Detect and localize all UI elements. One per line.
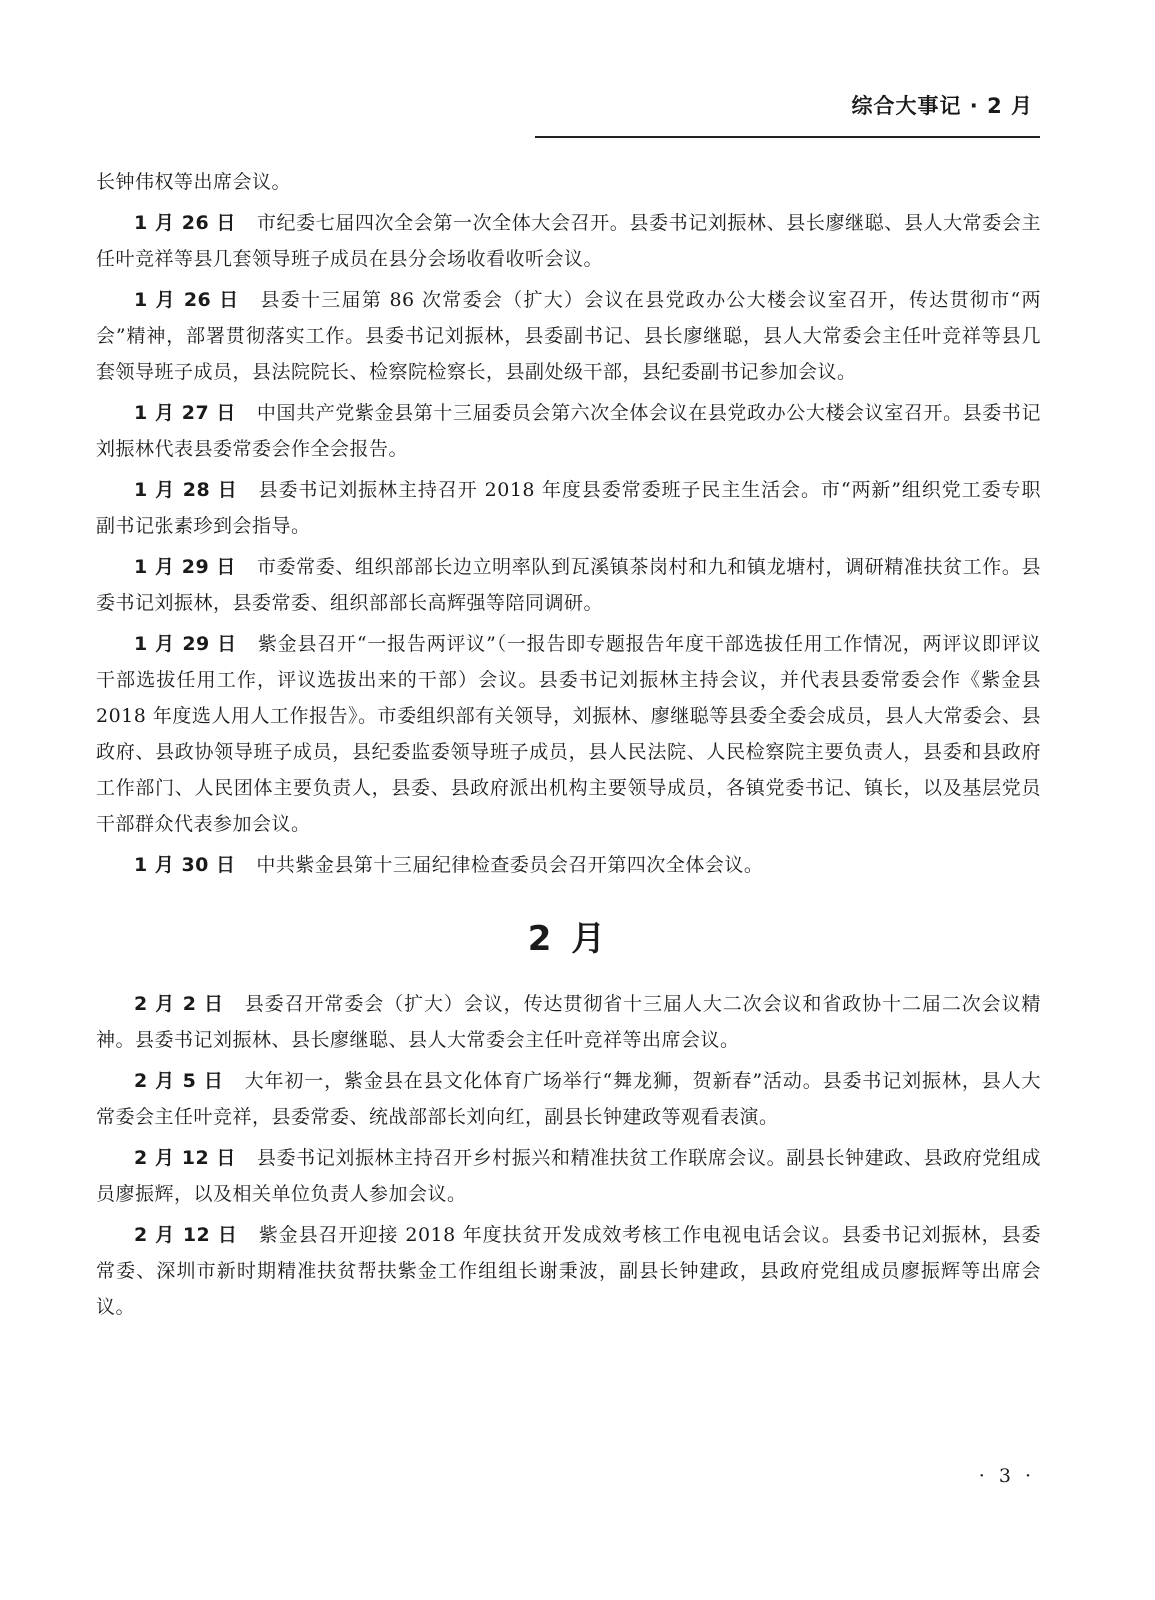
- entry-date: 1 月 26 日: [134, 212, 237, 234]
- entry-date: 2 月 12 日: [134, 1224, 238, 1246]
- chronicle-entry: [96, 986, 1041, 1058]
- chronicle-entry: [96, 1140, 1041, 1212]
- header-rule: [535, 136, 1040, 138]
- chronicle-entry: [96, 1063, 1041, 1135]
- entry-text: 紫金县召开迎接 2018 年度扶贫开发成效考核工作电视电话会议。县委书记刘振林，县委常委、深圳市新时期精准扶贫帮扶紫金工作组组长谢秉波，副县长钟建政，县政府党组成员廖振辉等出席会议。: [96, 1224, 1041, 1318]
- running-header: 综合大事记 · 2 月: [851, 94, 1033, 118]
- chronicle-entry: [96, 472, 1041, 544]
- chronicle-entry: [96, 847, 1041, 883]
- chronicle-entry: [96, 1217, 1041, 1325]
- entry-text: 中共紫金县第十三届纪律检查委员会召开第四次全体会议。: [256, 854, 764, 876]
- chronicle-entry: [96, 549, 1041, 621]
- entry-date: 1 月 28 日: [134, 479, 238, 501]
- entry-date: 1 月 26 日: [134, 289, 240, 311]
- entry-text: 市委常委、组织部部长边立明率队到瓦溪镇茶岗村和九和镇龙塘村，调研精准扶贫工作。县委书记刘振林，县委常委、组织部部长高辉强等陪同调研。: [96, 556, 1041, 614]
- page-number: · 3 ·: [978, 1465, 1035, 1487]
- chronicle-entry: [96, 626, 1041, 842]
- body-text: [96, 164, 1041, 1330]
- entry-text: 县委书记刘振林主持召开乡村振兴和精准扶贫工作联席会议。副县长钟建政、县政府党组成员廖振辉，以及相关单位负责人参加会议。: [96, 1147, 1041, 1205]
- continued-paragraph: 长钟伟权等出席会议。: [96, 171, 292, 193]
- entry-text: 县委书记刘振林主持召开 2018 年度县委常委班子民主生活会。市“两新”组织党工委专职副书记张素珍到会指导。: [96, 479, 1041, 537]
- entry-date: 1 月 30 日: [134, 854, 236, 876]
- entry-date: 1 月 27 日: [134, 402, 237, 424]
- entry-text: 县委十三届第 86 次常委会（扩大）会议在县党政办公大楼会议室召开，传达贯彻市“两会”精神，部署贯彻落实工作。县委书记刘振林，县委副书记、县长廖继聪，县人大常委会主任叶竞祥等县几套领导班子成员，县法院院长、检察院检察长，县副处级干部，县纪委副书记参加会议。: [96, 289, 1041, 383]
- chronicle-entry: [96, 205, 1041, 277]
- february-entries: [96, 986, 1041, 1325]
- entry-date: 1 月 29 日: [134, 556, 237, 578]
- chronicle-entry: [96, 395, 1041, 467]
- entry-text: 市纪委七届四次全会第一次全体大会召开。县委书记刘振林、县长廖继聪、县人大常委会主任叶竞祥等县几套领导班子成员在县分会场收看收听会议。: [96, 212, 1041, 270]
- section-title: 2 月: [527, 919, 610, 959]
- entry-date: 2 月 5 日: [134, 1070, 224, 1092]
- entry-text: 县委召开常委会（扩大）会议，传达贯彻省十三届人大二次会议和省政协十二届二次会议精神。县委书记刘振林、县长廖继聪、县人大常委会主任叶竞祥等出席会议。: [96, 993, 1041, 1051]
- entry-text: 中国共产党紫金县第十三届委员会第六次全体会议在县党政办公大楼会议室召开。县委书记刘振林代表县委常委会作全会报告。: [96, 402, 1041, 460]
- entry-date: 2 月 2 日: [134, 993, 224, 1015]
- entry-date: 1 月 29 日: [134, 633, 237, 655]
- chronicle-entry: [96, 282, 1041, 390]
- entry-text: 大年初一，紫金县在县文化体育广场举行“舞龙狮，贺新春”活动。县委书记刘振林，县人大常委会主任叶竞祥，县委常委、统战部部长刘向红，副县长钟建政等观看表演。: [96, 1070, 1041, 1128]
- entry-date: 2 月 12 日: [134, 1147, 237, 1169]
- january-entries: [96, 205, 1041, 883]
- entry-text: 紫金县召开“一报告两评议”（一报告即专题报告年度干部选拔任用工作情况，两评议即评议干部选拔任用工作，评议选拔出来的干部）会议。县委书记刘振林主持会议，并代表县委常委会作《紫金县 2018 年度选人用人工作报告》。市委组织部有关领导，刘振林、廖继聪等县委全委会成员，县人大常委会、县政府、县政协领导班子成员，县纪委监委领导班子成员，县人民法院、人民检察院主要负责人，县委和县政府工作部门、人民团体主要负责人，县委、县政府派出机构主要领导成员，各镇党委书记、镇长，以及基层党员干部群众代表参加会议。: [96, 633, 1041, 835]
